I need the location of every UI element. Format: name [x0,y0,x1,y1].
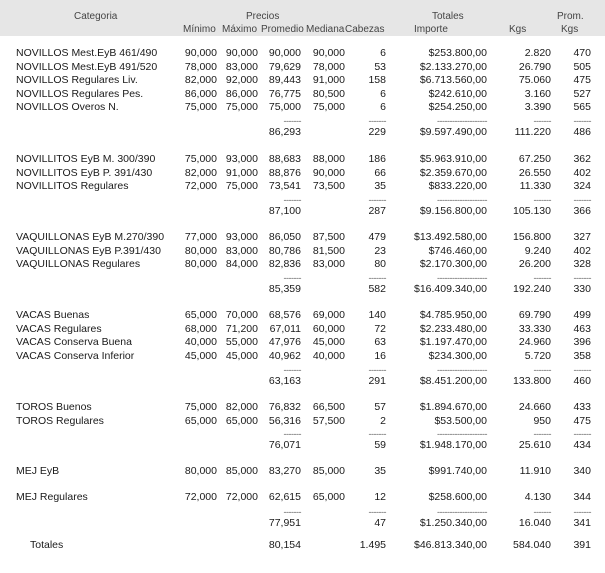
category-cell: NOVILLOS Regulares Liv. [16,74,138,86]
subtotal-promedio-cell: 85,359 [268,283,301,295]
subtotal-divider: ------- [533,507,551,517]
prom-kgs-cell: 475 [573,415,591,427]
minimo-cell: 80,000 [184,258,217,270]
importe-cell: $991.740,00 [428,465,487,477]
maximo-cell: 92,000 [225,74,258,86]
category-cell: MEJ EyB [16,465,60,477]
prom-kgs-cell: 463 [573,323,591,335]
importe-cell: $253.800,00 [428,47,487,59]
maximo-cell: 55,000 [225,336,258,348]
kgs-cell: 3.390 [524,101,551,113]
importe-cell: $2.133.270,00 [419,61,487,73]
prom-kgs-cell: 402 [573,245,591,257]
minimo-cell: 75,000 [184,153,217,165]
kgs-cell: 69.790 [518,309,551,321]
mediana-cell: 65,000 [312,491,345,503]
category-cell: TOROS Regulares [16,415,104,427]
cabezas-cell: 23 [374,245,386,257]
header-maximo: Máximo [222,24,258,35]
subtotal-importe-cell: $9.156.800,00 [419,205,487,217]
subtotal-divider: ------- [283,116,301,126]
kgs-cell: 26.550 [518,167,551,179]
promedio-cell: 67,011 [269,323,301,335]
subtotal-kgs-cell: 111.220 [514,126,551,138]
header-prom: Prom. [557,11,584,22]
prom-kgs-cell: 340 [573,465,591,477]
subtotal-kgs-cell: 105.130 [513,205,551,217]
importe-cell: $6.713.560,00 [419,74,487,86]
minimo-cell: 68,000 [184,323,217,335]
promedio-cell: 82,836 [268,258,301,270]
subtotal-divider: ------- [573,365,591,375]
cabezas-cell: 57 [374,401,386,413]
cabezas-cell: 80 [374,258,386,270]
subtotal-promedio-cell: 86,293 [268,126,301,138]
mediana-cell: 78,000 [312,61,345,73]
kgs-cell: 950 [533,415,551,427]
promedio-cell: 83,270 [268,465,301,477]
subtotal-importe-cell: $9.597.490,00 [419,126,487,138]
header-kgs: Kgs [509,24,527,35]
minimo-cell: 75,000 [184,101,217,113]
subtotal-cabezas-cell: 291 [368,375,386,387]
subtotal-promedio-cell: 63,163 [268,375,301,387]
mediana-cell: 88,000 [312,153,345,165]
minimo-cell: 72,000 [184,491,217,503]
subtotal-divider: -------------------- [437,429,487,439]
subtotal-divider: ------- [368,195,386,205]
subtotal-divider: ------- [368,507,386,517]
subtotal-promedio-cell: 87,100 [268,205,301,217]
promedio-cell: 76,832 [268,401,301,413]
subtotal-divider: -------------------- [437,273,487,283]
subtotal-kgs-cell: 25.610 [518,439,551,451]
mediana-cell: 40,000 [312,350,345,362]
cabezas-cell: 63 [374,336,386,348]
cabezas-cell: 53 [374,61,386,73]
category-cell: MEJ Regulares [16,491,88,503]
minimo-cell: 80,000 [184,245,217,257]
prom-kgs-cell: 433 [573,401,591,413]
maximo-cell: 90,000 [225,47,258,59]
kgs-cell: 26.790 [518,61,551,73]
minimo-cell: 86,000 [184,88,217,100]
cabezas-cell: 6 [380,101,386,113]
category-cell: NOVILLOS Overos N. [16,101,119,113]
mediana-cell: 81,500 [312,245,345,257]
kgs-cell: 2.820 [524,47,551,59]
importe-cell: $833.220,00 [428,180,487,192]
subtotal-promedio-cell: 77,951 [268,517,301,529]
kgs-cell: 11.330 [519,180,551,192]
maximo-cell: 75,000 [225,180,258,192]
category-cell: VACAS Conserva Buena [16,336,132,348]
kgs-cell: 156.800 [513,231,551,243]
maximo-cell: 45,000 [225,350,258,362]
subtotal-kgs-cell: 192.240 [513,283,551,295]
subtotal-divider: ------- [573,195,591,205]
cabezas-cell: 6 [380,47,386,59]
subtotal-divider: ------- [368,365,386,375]
subtotal-divider: ------- [368,116,386,126]
cabezas-cell: 140 [368,309,386,321]
header-mediana: Mediana [306,24,345,35]
kgs-cell: 11.910 [519,465,551,477]
header-minimo: Mínimo [183,24,216,35]
importe-cell: $258.600,00 [428,491,487,503]
minimo-cell: 80,000 [184,465,217,477]
minimo-cell: 82,000 [184,167,217,179]
subtotal-cabezas-cell: 47 [374,517,386,529]
subtotal-cabezas-cell: 582 [368,283,386,295]
mediana-cell: 90,000 [312,47,345,59]
cabezas-cell: 12 [374,491,386,503]
prom-kgs-cell: 470 [573,47,591,59]
category-cell: VAQUILLONAS EyB P.391/430 [16,245,161,257]
total-kgs-cell: 584.040 [513,539,551,551]
subtotal-divider: -------------------- [437,116,487,126]
maximo-cell: 72,000 [225,491,258,503]
prom-kgs-cell: 358 [573,350,591,362]
importe-cell: $53.500,00 [434,415,487,427]
minimo-cell: 65,000 [184,415,217,427]
subtotal-prom-kgs-cell: 460 [573,375,591,387]
importe-cell: $1.197.470,00 [419,336,487,348]
mediana-cell: 91,000 [312,74,345,86]
subtotal-importe-cell: $8.451.200,00 [419,375,487,387]
mediana-cell: 45,000 [312,336,345,348]
subtotal-divider: ------- [283,429,301,439]
importe-cell: $746.460,00 [428,245,487,257]
subtotal-divider: ------- [533,429,551,439]
maximo-cell: 83,000 [225,61,258,73]
subtotal-divider: ------- [368,273,386,283]
subtotal-divider: ------- [283,273,301,283]
minimo-cell: 75,000 [184,401,217,413]
subtotal-divider: ------- [368,429,386,439]
prom-kgs-cell: 565 [573,101,591,113]
total-cabezas-cell: 1.495 [359,539,386,551]
subtotal-prom-kgs-cell: 486 [573,126,591,138]
promedio-cell: 73,541 [268,180,301,192]
mediana-cell: 87,500 [312,231,345,243]
subtotal-prom-kgs-cell: 366 [573,205,591,217]
category-cell: NOVILLITOS EyB P. 391/430 [16,167,153,179]
minimo-cell: 40,000 [184,336,217,348]
mediana-cell: 85,000 [312,465,345,477]
subtotal-divider: ------- [533,273,551,283]
total-importe-cell: $46.813.340,00 [414,539,487,551]
maximo-cell: 93,000 [225,153,258,165]
maximo-cell: 65,000 [225,415,258,427]
maximo-cell: 71,200 [225,323,258,335]
subtotal-divider: ------- [533,195,551,205]
prom-kgs-cell: 527 [573,88,591,100]
promedio-cell: 79,629 [268,61,301,73]
subtotal-importe-cell: $16.409.340,00 [414,283,487,295]
cabezas-cell: 35 [374,180,386,192]
subtotal-divider: ------- [283,507,301,517]
subtotal-prom-kgs-cell: 330 [573,283,591,295]
mediana-cell: 66,500 [312,401,345,413]
importe-cell: $2.170.300,00 [419,258,487,270]
subtotal-importe-cell: $1.250.340,00 [419,517,487,529]
mediana-cell: 69,000 [312,309,345,321]
importe-cell: $254.250,00 [428,101,487,113]
maximo-cell: 93,000 [225,231,258,243]
maximo-cell: 83,000 [225,245,258,257]
kgs-cell: 4.130 [524,491,551,503]
maximo-cell: 91,000 [225,167,258,179]
promedio-cell: 88,876 [268,167,301,179]
subtotal-divider: ------- [573,429,591,439]
category-cell: NOVILLITOS EyB M. 300/390 [16,153,156,165]
mediana-cell: 57,500 [312,415,345,427]
subtotal-cabezas-cell: 59 [374,439,386,451]
cabezas-cell: 35 [374,465,386,477]
maximo-cell: 70,000 [225,309,258,321]
cabezas-cell: 2 [380,415,386,427]
prom-kgs-cell: 499 [573,309,591,321]
minimo-cell: 65,000 [184,309,217,321]
promedio-cell: 47,976 [268,336,301,348]
subtotal-divider: -------------------- [437,195,487,205]
total-promedio-cell: 80,154 [268,539,301,551]
maximo-cell: 75,000 [225,101,258,113]
subtotal-divider: ------- [573,507,591,517]
header-cabezas: Cabezas [345,24,385,35]
subtotal-promedio-cell: 76,071 [268,439,301,451]
category-cell: TOROS Buenos [16,401,92,413]
mediana-cell: 90,000 [312,167,345,179]
cabezas-cell: 72 [374,323,386,335]
subtotal-cabezas-cell: 229 [368,126,386,138]
prom-kgs-cell: 402 [573,167,591,179]
promedio-cell: 86,050 [268,231,301,243]
minimo-cell: 72,000 [184,180,217,192]
mediana-cell: 83,000 [312,258,345,270]
kgs-cell: 24.660 [518,401,551,413]
mediana-cell: 60,000 [312,323,345,335]
cabezas-cell: 158 [368,74,386,86]
mediana-cell: 80,500 [312,88,345,100]
importe-cell: $13.492.580,00 [414,231,487,243]
category-cell: NOVILLITOS Regulares [16,180,129,192]
minimo-cell: 45,000 [184,350,217,362]
header-importe: Importe [414,24,448,35]
minimo-cell: 90,000 [184,47,217,59]
mediana-cell: 73,500 [312,180,345,192]
cabezas-cell: 16 [374,350,386,362]
minimo-cell: 77,000 [184,231,217,243]
prom-kgs-cell: 505 [573,61,591,73]
subtotal-divider: ------- [533,116,551,126]
minimo-cell: 78,000 [184,61,217,73]
cabezas-cell: 66 [374,167,386,179]
subtotal-importe-cell: $1.948.170,00 [419,439,487,451]
header-prom-kgs: Kgs [561,24,579,35]
promedio-cell: 88,683 [268,153,301,165]
subtotal-divider: ------- [283,365,301,375]
prom-kgs-cell: 328 [573,258,591,270]
header-totales: Totales [432,11,464,22]
promedio-cell: 62,615 [268,491,301,503]
importe-cell: $5.963.910,00 [419,153,487,165]
importe-cell: $2.233.480,00 [419,323,487,335]
total-prom-kgs-cell: 391 [573,539,591,551]
subtotal-divider: -------------------- [437,365,487,375]
category-cell: VACAS Buenas [16,309,90,321]
mediana-cell: 75,000 [312,101,345,113]
prom-kgs-cell: 396 [573,336,591,348]
kgs-cell: 75.060 [518,74,551,86]
promedio-cell: 76,775 [268,88,301,100]
prom-kgs-cell: 362 [573,153,591,165]
kgs-cell: 67.250 [518,153,551,165]
promedio-cell: 56,316 [268,415,301,427]
promedio-cell: 75,000 [268,101,301,113]
prom-kgs-cell: 324 [573,180,591,192]
importe-cell: $4.785.950,00 [419,309,487,321]
promedio-cell: 68,576 [268,309,301,321]
maximo-cell: 84,000 [225,258,258,270]
minimo-cell: 82,000 [184,74,217,86]
maximo-cell: 82,000 [225,401,258,413]
subtotal-prom-kgs-cell: 434 [573,439,591,451]
kgs-cell: 3.160 [524,88,551,100]
category-cell: NOVILLOS Mest.EyB 461/490 [16,47,158,59]
kgs-cell: 5.720 [524,350,551,362]
subtotal-divider: -------------------- [437,507,487,517]
header-categoria: Categoria [74,11,118,22]
promedio-cell: 40,962 [268,350,301,362]
subtotal-kgs-cell: 133.800 [513,375,551,387]
subtotal-divider: ------- [283,195,301,205]
subtotal-prom-kgs-cell: 341 [573,517,591,529]
kgs-cell: 9.240 [524,245,551,257]
importe-cell: $2.359.670,00 [419,167,487,179]
cabezas-cell: 6 [380,88,386,100]
category-cell: VACAS Conserva Inferior [16,350,135,362]
subtotal-divider: ------- [573,116,591,126]
prom-kgs-cell: 327 [573,231,591,243]
kgs-cell: 26.200 [518,258,551,270]
totales-label: Totales [30,539,64,551]
promedio-cell: 80,786 [268,245,301,257]
cabezas-cell: 479 [368,231,386,243]
prom-kgs-cell: 475 [573,74,591,86]
header-precios: Precios [246,11,280,22]
category-cell: VACAS Regulares [16,323,102,335]
category-cell: VAQUILLONAS Regulares [16,258,141,270]
header-promedio: Promedio [261,24,304,35]
subtotal-divider: ------- [533,365,551,375]
subtotal-divider: ------- [573,273,591,283]
category-cell: VAQUILLONAS EyB M.270/390 [16,231,165,243]
subtotal-cabezas-cell: 287 [368,205,386,217]
promedio-cell: 90,000 [268,47,301,59]
importe-cell: $234.300,00 [428,350,487,362]
category-cell: NOVILLOS Mest.EyB 491/520 [16,61,158,73]
promedio-cell: 89,443 [268,74,301,86]
category-cell: NOVILLOS Regulares Pes. [16,88,144,100]
importe-cell: $242.610,00 [428,88,487,100]
cabezas-cell: 186 [368,153,386,165]
kgs-cell: 33.330 [518,323,551,335]
importe-cell: $1.894.670,00 [419,401,487,413]
subtotal-kgs-cell: 16.040 [518,517,551,529]
maximo-cell: 86,000 [225,88,258,100]
kgs-cell: 24.960 [518,336,551,348]
maximo-cell: 85,000 [225,465,258,477]
prom-kgs-cell: 344 [573,491,591,503]
